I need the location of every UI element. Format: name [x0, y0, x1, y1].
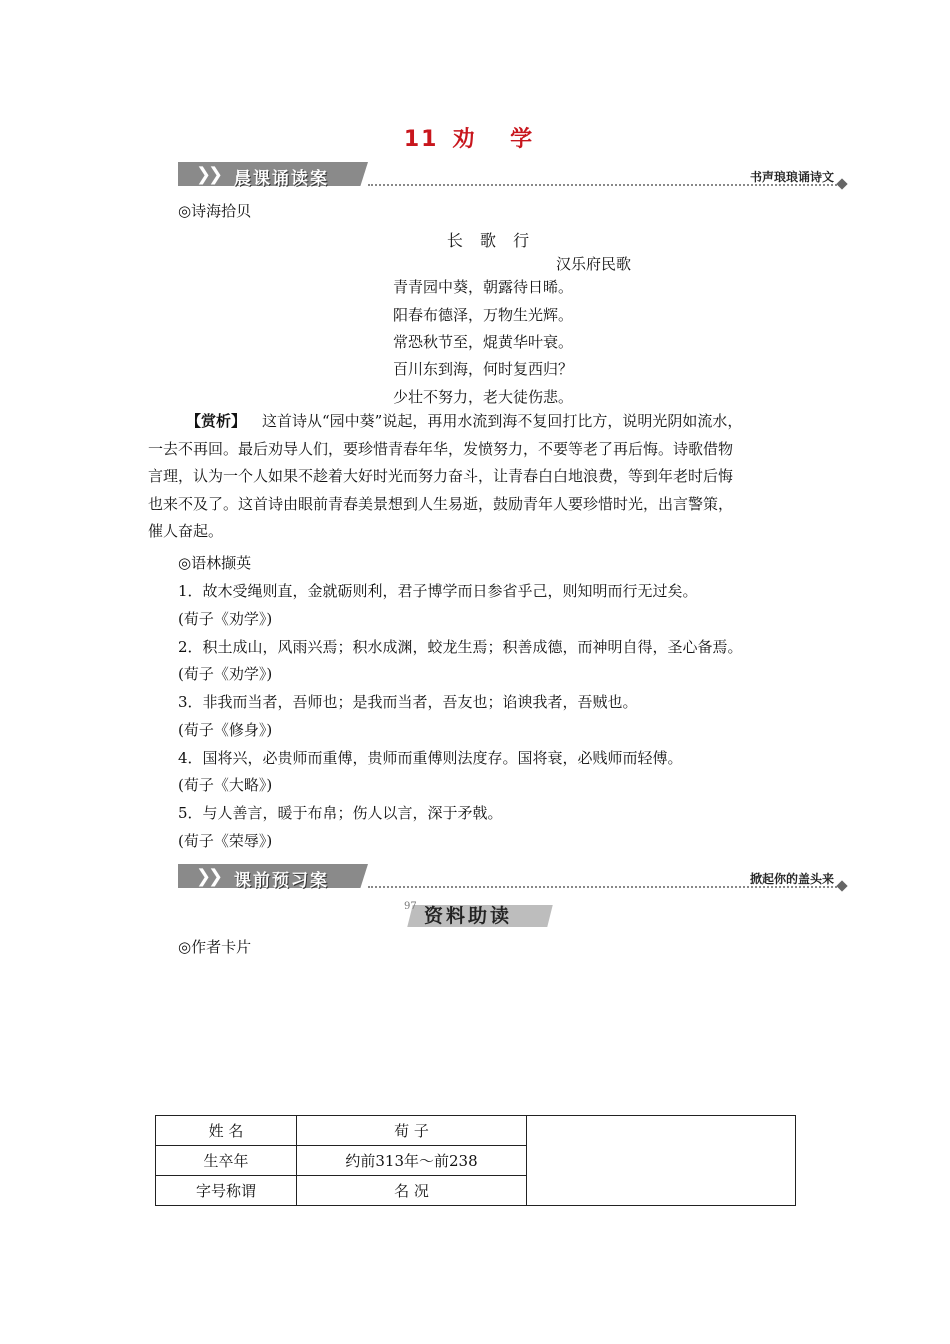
- ziliao-mark: 97: [404, 901, 417, 912]
- appreciation-line: 这首诗从“园中葵”说起，再用水流到海不复回打比方，说明光阴如流水，: [262, 412, 743, 430]
- quote-item: 4．国将兴，必贵师而重傅，贵师而重傅则法度存。国将衰，必贱师而轻傅。: [178, 749, 683, 767]
- section-poem-heading: ◎诗海拾贝: [178, 202, 252, 220]
- author-card-table: [155, 1115, 796, 1206]
- ziliao-heading: [404, 901, 548, 929]
- appreciation-label: 【赏析】: [186, 412, 247, 430]
- quote-source: (荀子《劝学》): [178, 665, 273, 683]
- quote-item: 1．故木受绳则直，金就砺则利，君子博学而日参省乎己，则知明而行无过矣。: [178, 582, 698, 600]
- poem-line: 常恐秋节至，焜黄华叶衰。: [393, 333, 574, 351]
- quote-item: 5．与人善言，暖于布帛；伤人以言，深于矛戟。: [178, 804, 503, 822]
- banner-morning-reading: [178, 162, 846, 189]
- poem-title: 长 歌 行: [446, 231, 536, 250]
- table-cell-value: 约前313年～前238: [297, 1146, 527, 1176]
- banner-tag: 掀起你的盖头来: [749, 872, 834, 886]
- diamond-icon: [836, 178, 847, 189]
- table-cell-portrait: [527, 1116, 796, 1206]
- quote-source: (荀子《荣辱》): [178, 832, 273, 850]
- banner-tag: 书声琅琅诵诗文: [749, 170, 834, 184]
- lesson-number: 11: [403, 127, 439, 152]
- banner-label: 课前预习案: [234, 871, 329, 891]
- diamond-icon: [836, 880, 847, 891]
- table-cell-value: 名 况: [297, 1176, 527, 1206]
- appreciation-line: 一去不再回。最后劝导人们，要珍惜青春年华，发愤努力，不要等老了再后悔。诗歌借物: [148, 439, 734, 458]
- section-quotes-heading: ◎语林撷英: [178, 554, 252, 572]
- chevron-right-icon: ❯: [196, 866, 212, 887]
- chevron-right-icon: ❯: [208, 866, 224, 887]
- poem-line: 阳春布德泽，万物生光辉。: [393, 306, 574, 324]
- poem-line: 百川东到海，何时复西归？: [393, 360, 574, 378]
- quote-source: (荀子《修身》): [178, 721, 273, 739]
- quote-source: (荀子《大略》): [178, 776, 273, 794]
- table-cell-value: 荀 子: [297, 1116, 527, 1146]
- page-title: [0, 122, 950, 153]
- banner-preview: [178, 864, 846, 891]
- ziliao-label: 资料助读: [424, 905, 513, 927]
- table-cell-label: 字号称谓: [156, 1176, 297, 1206]
- table-cell-label: 姓 名: [156, 1116, 297, 1146]
- poem-author: 汉乐府民歌: [556, 255, 632, 273]
- quote-source: (荀子《劝学》): [178, 610, 273, 628]
- poem-line: 青青园中葵，朝露待日晞。: [393, 278, 574, 296]
- section-author-heading: ◎作者卡片: [178, 938, 252, 956]
- appreciation-line: 也来不及了。这首诗由眼前青春美景想到人生易逝，鼓励青年人要珍惜时光，出言警策，: [148, 494, 734, 513]
- table-row: [156, 1116, 796, 1146]
- table-cell-label: 生卒年: [156, 1146, 297, 1176]
- chevron-right-icon: ❯: [196, 164, 212, 185]
- lesson-title: 劝 学: [452, 127, 547, 152]
- quote-item: 3．非我而当者，吾师也；是我而当者，吾友也；谄谀我者，吾贼也。: [178, 693, 638, 711]
- chevron-right-icon: ❯: [208, 164, 224, 185]
- quote-item: 2．积土成山，风雨兴焉；积水成渊，蛟龙生焉；积善成德，而神明自得，圣心备焉。: [178, 638, 743, 656]
- appreciation-paragraph: [148, 408, 808, 546]
- poem-line: 少壮不努力，老大徒伤悲。: [393, 388, 574, 406]
- appreciation-line: 言理，认为一个人如果不趁着大好时光而努力奋斗，让青春白白地浪费，等到年老时后悔: [148, 467, 734, 486]
- banner-label: 晨课诵读案: [234, 169, 329, 189]
- appreciation-line: 催人奋起。: [148, 522, 224, 541]
